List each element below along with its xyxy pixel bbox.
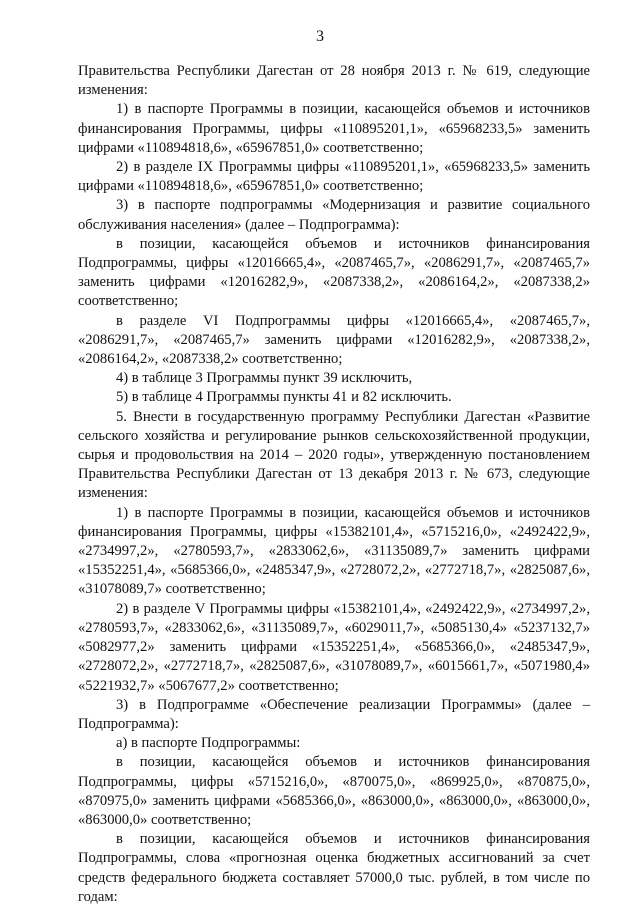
paragraph-subitem-section-vi: в разделе VI Подпрограммы цифры «12016665,4», «2087465,7», «2086291,7», «2087465,7» заменить цифрами «12016282,9», «2087338,2», «2086164,2», «2087338,2» соответственно; bbox=[78, 312, 590, 368]
paragraph-section-5: 5. Внести в государственную программу Республики Дагестан «Развитие сельского хозяйства и регулирование рынков сельскохозяйственной продукции, сырья и продовольствия на 2014 – 2020 годы», утвержденную постановлением Правительства Республики Дагестан от 13 декабря 2013 г. № 673, следующие изменения: bbox=[78, 408, 590, 502]
paragraph-s5-item-a: а) в паспорте Подпрограммы: bbox=[116, 735, 301, 752]
paragraph-item-3: 3) в паспорте подпрограммы «Модернизация и развитие социального обслуживания населения» (далее – Подпрограмма): bbox=[78, 197, 590, 233]
paragraph-subitem-position: в позиции, касающейся объемов и источников финансирования Подпрограммы, цифры «12016665,4», «2087465,7», «2086291,7», «2087465,7» заменить цифрами «12016282,9», «2087338,2», «2086164,2», «2087338,2» соответственно; bbox=[78, 235, 590, 310]
paragraph-intro: Правительства Республики Дагестан от 28 ноября 2013 г. № 619, следующие изменения: bbox=[78, 63, 590, 99]
paragraph-s5-item-1: 1) в паспорте Программы в позиции, касающейся объемов и источников финансирования Программы, цифры «15382101,4», «5715216,0», «2492422,9», «2734997,2», «2780593,7», «2833062,6», «31135089,7» заменить цифрами «15352251,4», «5685366,0», «2485347,9», «2728072,2», «2772718,7», «2825087,6», «31078089,7» соответственно; bbox=[78, 504, 590, 598]
paragraph-s5-item-3: 3) в Подпрограмме «Обеспечение реализации Программы» (далее – Подпрограмма): bbox=[78, 696, 590, 732]
document-body bbox=[78, 62, 590, 907]
paragraph-item-5: 5) в таблице 4 Программы пункты 41 и 82 исключить. bbox=[116, 389, 452, 406]
paragraph-s5-position-2: в позиции, касающейся объемов и источников финансирования Подпрограммы, слова «прогнозная оценка бюджетных ассигнований за счет средств федерального бюджета составляет 57000,0 тыс. рублей, в том числе по годам: bbox=[78, 831, 590, 905]
paragraph-item-4: 4) в таблице 3 Программы пункт 39 исключить, bbox=[116, 370, 413, 387]
paragraph-s5-position-1: в позиции, касающейся объемов и источников финансирования Подпрограммы, цифры «5715216,0», «870075,0», «869925,0», «870875,0», «870975,0» заменить цифрами «5685366,0», «863000,0», «863000,0», «863000,0», «863000,0» соответственно; bbox=[78, 754, 590, 828]
page-number: 3 bbox=[316, 28, 324, 45]
paragraph-item-1: 1) в паспорте Программы в позиции, касающейся объемов и источников финансирования Программы, цифры «110895201,1», «65968233,5» заменить цифрами «110894818,6», «65967851,0» соответственно; bbox=[78, 101, 590, 156]
paragraph-item-2: 2) в разделе IX Программы цифры «110895201,1», «65968233,5» заменить цифрами «110894818,6», «65967851,0» соответственно; bbox=[78, 159, 590, 195]
paragraph-s5-item-2: 2) в разделе V Программы цифры «15382101,4», «2492422,9», «2734997,2», «2780593,7», «2833062,6», «31135089,7», «6029011,7», «5085130,4» «5237132,7» «5082977,2» заменить цифрами «15352251,4», «5685366,0», «2485347,9», «2728072,2», «2772718,7», «2825087,6», «31078089,7», «6015661,7», «5071980,4» «5221932,7» «5067677,2» соответственно; bbox=[78, 600, 590, 694]
